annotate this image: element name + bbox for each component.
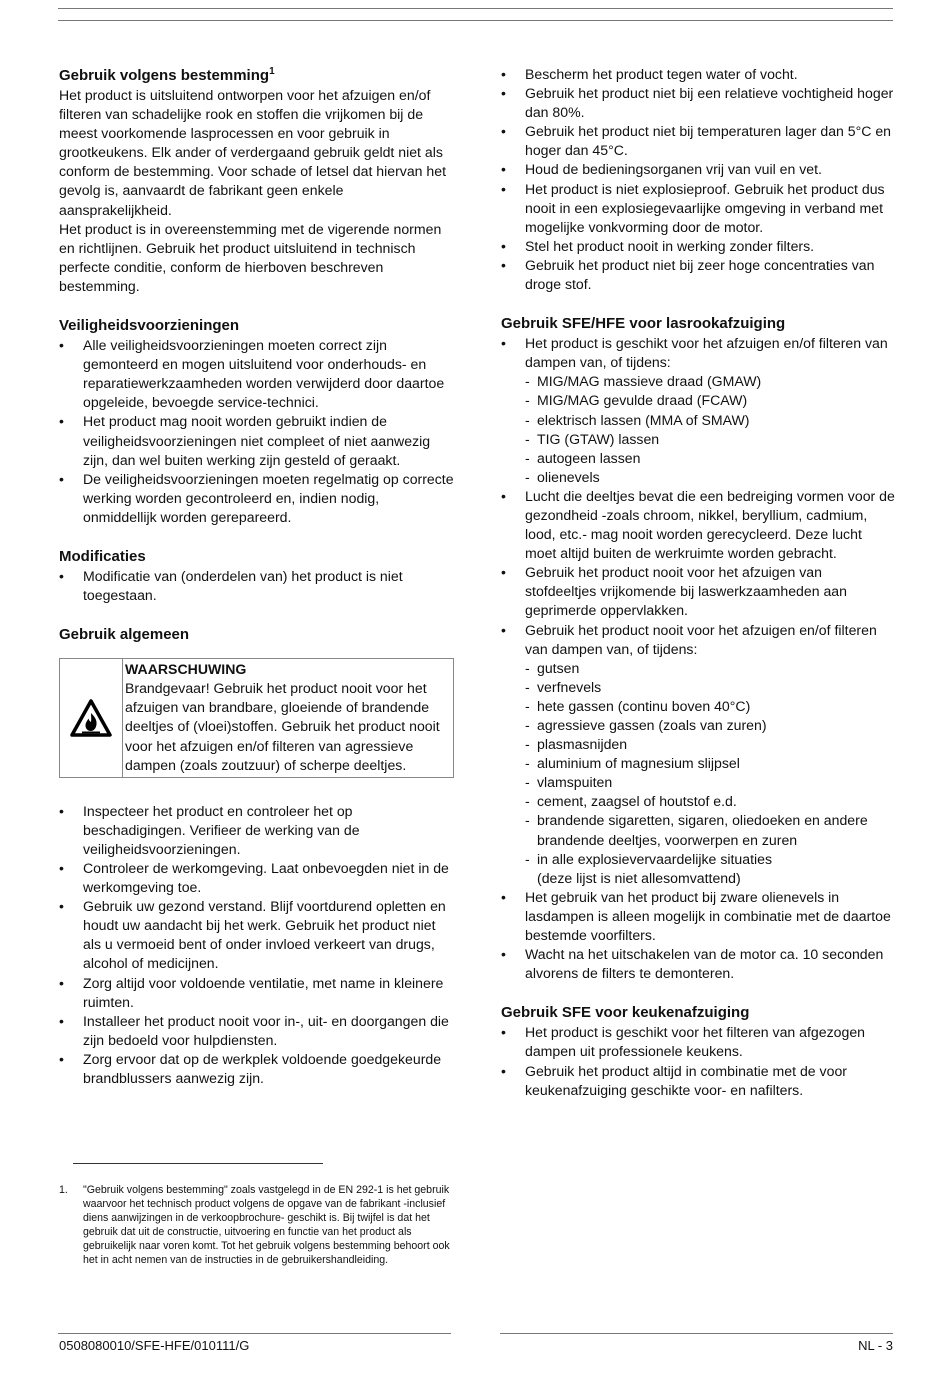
paragraph: Het product is in overeenstemming met de vigerende normen en richtlijnen. Gebruik het product uitsluitend in technisch perfecte conditie, conform de hierboven beschreven bestemming. xyxy=(59,220,442,294)
top-rule-1 xyxy=(58,8,893,9)
list-item: • Gebruik het product altijd in combinatie met de voor keukenafzuiging geschikte voor- en nafilters. xyxy=(501,1062,896,1100)
section-intended-use xyxy=(59,62,454,296)
list-item: • Het product mag nooit worden gebruikt indien de veiligheidsvoorzieningen niet compleet of niet aanwezig zijn, dan wel buiten werking zijn gesteld of geraakt. xyxy=(59,412,454,469)
sub-list-item: - TIG (GTAW) lassen xyxy=(525,430,896,449)
list-item: • Gebruik het product niet bij zeer hoge concentraties van droge stof. xyxy=(501,256,896,294)
sub-list-item: - brandende sigaretten, sigaren, oliedoeken en andere brandende deeltjes, voorwerpen en zuren xyxy=(525,811,896,849)
sub-list-item: - autogeen lassen xyxy=(525,449,896,468)
list-item: • Houd de bedieningsorganen vrij van vuil en vet. xyxy=(501,160,896,179)
section-title: Modificaties xyxy=(59,547,146,565)
list-item: • Gebruik het product niet bij een relatieve vochtigheid hoger dan 80%. xyxy=(501,84,896,122)
sub-list-item: - aluminium of magnesium slijpsel xyxy=(525,754,896,773)
list-item: • Stel het product nooit in werking zonder filters. xyxy=(501,237,896,256)
document-id: 0508080010/SFE-HFE/010111/G xyxy=(59,1338,250,1353)
list-note: (deze lijst is niet allesomvattend) xyxy=(537,869,741,886)
list-item: • Alle veiligheidsvoorzieningen moeten correct zijn gemonteerd en mogen uitsluitend voor onderhouds- en reparatiewerkzaamheden worden verwijderd door daartoe opgeleide, bevoegde service-technici. xyxy=(59,336,454,412)
sub-list-item: - hete gassen (continu boven 40°C) xyxy=(525,697,896,716)
list-item: • Gebruik het product niet bij temperaturen lager dan 5°C en hoger dan 45°C. xyxy=(501,122,896,160)
sub-list-item: - cement, zaagsel of houtstof e.d. xyxy=(525,792,896,811)
footnote-text: "Gebruik volgens bestemming" zoals vastgelegd in de EN 292-1 is het gebruik waarvoor het technisch product volgens de opgave van de fabrikant -inclusief diens aanwijzingen in de verkoopbrochure- geschikt is. Bij twijfel is dat het gebruik dat uit de constructie, uitvoering en functie van het product als gebruikelijk naar voren komt. Tot het gebruik volgens bestemming behoort ook het in acht nemen van de instructies in de gebruikershandleiding. xyxy=(83,1184,450,1267)
warning-text: Brandgevaar! Gebruik het product nooit voor het afzuigen van brandbare, gloeiende of brandende deeltjes of (vloei)stoffen. Gebruik het product nooit voor het afzuigen en/of filteren van agressieve dampen (zoals zoutzuur) of scherpe deeltjes. xyxy=(125,680,440,773)
sub-list-item: - MIG/MAG gevulde draad (FCAW) xyxy=(525,391,896,410)
list-item: • Controleer de werkomgeving. Laat onbevoegden niet in de werkomgeving toe. xyxy=(59,859,454,897)
list-item: • Het gebruik van het product bij zware olienevels in lasdampen is alleen mogelijk in combinatie met de daartoe bestemde voorfilters. xyxy=(501,888,896,945)
section-kitchen-extraction xyxy=(501,1003,896,1099)
list-item: • Inspecteer het product en controleer het op beschadigingen. Verifieer de werking van de veiligheidsvoorzieningen. xyxy=(59,802,454,859)
sub-list-item: - olienevels xyxy=(525,468,896,487)
section-modifications xyxy=(59,547,454,605)
list-item: • Zorg altijd voor voldoende ventilatie, met name in kleinere ruimten. xyxy=(59,974,454,1012)
section-title: Veiligheidsvoorzieningen xyxy=(59,317,240,335)
sub-list-item: - gutsen xyxy=(525,659,896,678)
section-welding-fume-extraction xyxy=(501,314,896,983)
footnote-ref[interactable]: 1 xyxy=(269,66,275,77)
list-item: • Modificatie van (onderdelen van) het product is niet toegestaan. xyxy=(59,567,454,605)
list-item: • Zorg ervoor dat op de werkplek voldoende goedgekeurde brandblussers aanwezig zijn. xyxy=(59,1050,454,1088)
section-title: Gebruik volgens bestemming$^1$ xyxy=(59,66,275,84)
list-item: • Gebruik het product nooit voor het afzuigen en/of filteren van dampen van, of tijdens: - gutsen - verfnevels - hete gassen (continu boven 40°C) - agressieve gassen (zoals van zuren) - plasmasnijden - aluminium of magnesium slijpsel - vlamspuiten - cement, zaagsel of houtstof e.d. - brandende sigaretten, sigaren, oliedoeken en andere brandende deeltjes, voorwerpen en zuren - in alle explosievervaardelijke situaties (deze lijst is niet allesomvattend) xyxy=(501,621,896,888)
sub-list-item: - elektrisch lassen (MMA of SMAW) xyxy=(525,411,896,430)
footnote-rule xyxy=(73,1163,323,1164)
left-column xyxy=(59,62,454,1088)
list-item: • Het product is geschikt voor het filteren van afgezogen dampen uit professionele keukens. xyxy=(501,1023,896,1061)
footnote-number: 1. xyxy=(59,1184,68,1196)
footer-rule-left xyxy=(58,1333,451,1334)
list-item: • Installeer het product nooit voor in-, uit- en doorgangen die zijn bedoeld voor hulpdiensten. xyxy=(59,1012,454,1050)
footer-rule-right xyxy=(500,1333,893,1334)
list-item: • Wacht na het uitschakelen van de motor ca. 10 seconden alvorens de filters te demonteren. xyxy=(501,945,896,983)
page-number: NL - 3 xyxy=(858,1338,893,1353)
section-title: Gebruik algemeen xyxy=(59,626,190,644)
top-rule-2 xyxy=(58,20,893,21)
list-item: • Lucht die deeltjes bevat die een bedreiging vormen voor de gezondheid -zoals chroom, nikkel, beryllium, cadmium, lood, etc.- mag nooit worden gerecycleerd. Deze lucht moet altijd buiten de werkruimte worden gebracht. xyxy=(501,487,896,563)
section-title: Gebruik SFE/HFE voor lasrookafzuiging xyxy=(501,315,786,333)
list-item: • Gebruik het product nooit voor het afzuigen van stofdeeltjes vrijkomende bij laswerkzaamheden aan geprimerde oppervlakken. xyxy=(501,563,896,620)
list-item: • De veiligheidsvoorzieningen moeten regelmatig op correcte werking worden gecontroleerd en, indien nodig, onmiddellijk worden gerepareerd. xyxy=(59,470,454,527)
section-safety-devices xyxy=(59,316,454,527)
paragraph: Het product is uitsluitend ontworpen voor het afzuigen en/of filteren van schadelijke rook en stoffen die vrijkomen bij de meest voorkomende lasprocessen en voor gebruik in grootkeukens. Elk ander of verdergaand gebruik geldt niet als conform de bestemming. Voor schade of letsel dat hiervan het gevolg is, aanvaardt de fabrikant geen enkele aansprakelijkheid. xyxy=(59,87,447,218)
fire-warning-icon xyxy=(70,699,112,737)
footnote xyxy=(59,1183,452,1268)
sub-list-item: - vlamspuiten xyxy=(525,773,896,792)
section-title: Gebruik SFE voor keukenafzuiging xyxy=(501,1004,750,1022)
list-item: • Het product is niet explosieproof. Gebruik het product dus nooit in een explosiegevaarlijke omgeving in verband met mogelijke vonkvorming door de motor. xyxy=(501,180,896,237)
list-item: • Het product is geschikt voor het afzuigen en/of filteren van dampen van, of tijdens: - MIG/MAG massieve draad (GMAW) - MIG/MAG gevulde draad (FCAW) - elektrisch lassen (MMA of SMAW) - TIG (GTAW) lassen - autogeen lassen - olienevels xyxy=(501,334,896,487)
section-general-use-continued xyxy=(501,65,896,294)
warning-box xyxy=(59,658,454,778)
right-column xyxy=(501,62,896,1100)
list-item: • Bescherm het product tegen water of vocht. xyxy=(501,65,896,84)
list-item: • Gebruik uw gezond verstand. Blijf voortdurend opletten en houdt uw aandacht bij het werk. Gebruik het product niet als u vermoeid bent of onder invloed verkeert van drugs, alcohol of medicijnen. xyxy=(59,897,454,973)
sub-list-item: - verfnevels xyxy=(525,678,896,697)
section-general-use xyxy=(59,625,454,1088)
sub-list-item: - agressieve gassen (zoals van zuren) xyxy=(525,716,896,735)
sub-list-item: - in alle explosievervaardelijke situaties xyxy=(525,850,896,869)
sub-list-item: - plasmasnijden xyxy=(525,735,896,754)
sub-list-item: - MIG/MAG massieve draad (GMAW) xyxy=(525,372,896,391)
warning-title: WAARSCHUWING xyxy=(125,661,247,678)
